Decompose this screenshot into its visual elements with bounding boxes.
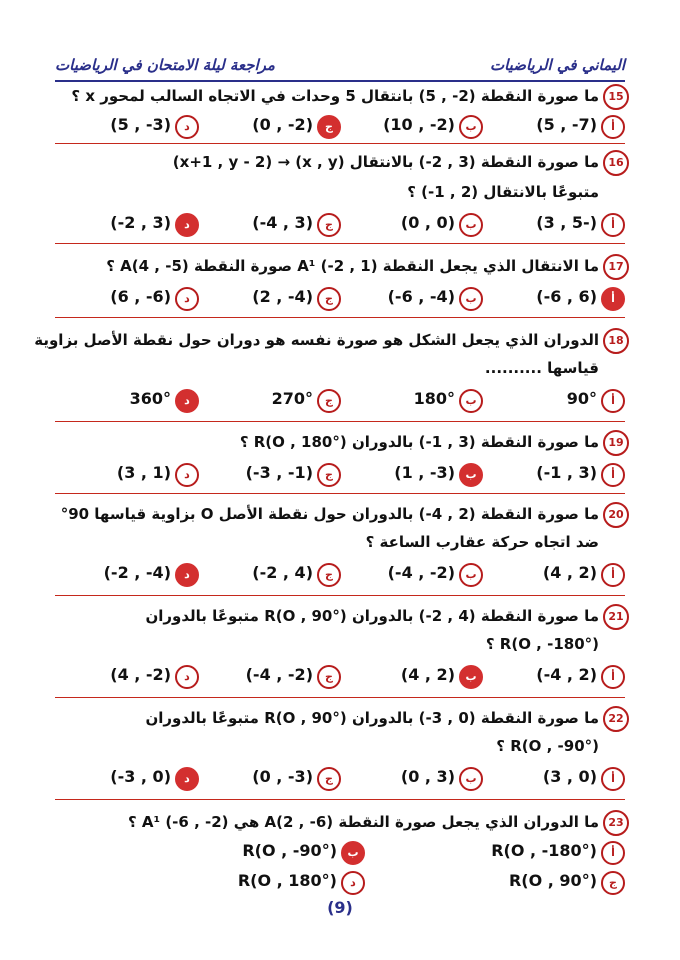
option-value: (4 , 2) [400, 665, 455, 684]
option-value: (10 , -2) [383, 115, 455, 134]
option-value: R(O , 180°) [237, 871, 337, 890]
question-divider [55, 697, 625, 698]
option-value: (3 , 1) [116, 463, 171, 482]
option-b[interactable] [343, 764, 483, 794]
question-text-line-2: متبوعًا بالانتقال (2 , 1-) ؟ [407, 183, 599, 201]
question-18 [34, 322, 625, 422]
question-21 [55, 598, 625, 698]
option-c[interactable] [201, 460, 341, 490]
option-d[interactable] [55, 210, 199, 240]
option-letter-badge: أ [601, 213, 625, 237]
option-value: 360° [129, 389, 171, 408]
option-b[interactable] [343, 560, 483, 590]
option-letter-badge: أ [601, 767, 625, 791]
option-d[interactable] [55, 560, 199, 590]
question-text: ما صورة النقطة (4 , 2-) بالدوران (R(O , 90° متبوعًا بالدوران [145, 607, 599, 625]
question-22 [55, 700, 625, 800]
option-value: (1 , -3) [394, 463, 455, 482]
question-divider [55, 493, 625, 494]
option-value: (-6 , 6) [536, 287, 597, 306]
question-17 [55, 248, 625, 318]
option-letter-badge: د [175, 287, 199, 311]
option-b[interactable] [125, 838, 365, 868]
option-letter-badge: ج [317, 213, 341, 237]
option-c[interactable] [201, 210, 341, 240]
option-letter-badge: ب [459, 287, 483, 311]
question-number: 17 [603, 254, 629, 280]
question-text: ما الانتقال الذي يجعل النقطة (1 , 2-) A¹ صورة النقطة (5- , 4)A ؟ [106, 257, 599, 275]
option-a[interactable] [485, 764, 625, 794]
option-b[interactable] [343, 112, 483, 142]
option-letter-badge: ج [601, 871, 625, 895]
question-19 [55, 424, 625, 494]
question-text: ما صورة النقطة (3 , 1-) بالدوران (R(O , 180° ؟ [239, 433, 599, 451]
question-divider [55, 421, 625, 422]
option-letter-badge: ج [317, 563, 341, 587]
option-a[interactable] [485, 460, 625, 490]
option-value: (-2 , 3) [110, 213, 171, 232]
option-value: (-2 , 4) [252, 563, 313, 582]
option-letter-badge: ب [459, 665, 483, 689]
option-letter-badge: د [175, 115, 199, 139]
option-value: R(O , -90°) [242, 841, 337, 860]
option-a[interactable] [485, 112, 625, 142]
question-text-line-2: (R(O , -90° ؟ [496, 737, 599, 755]
option-letter-badge: ب [459, 563, 483, 587]
option-c[interactable] [201, 112, 341, 142]
question-text: الدوران الذي يجعل الشكل هو صورة نفسه هو دوران حول نقطة الأصل بزاوية [34, 331, 599, 349]
question-15 [55, 82, 625, 144]
header-left-title: مراجعة ليلة الامتحان في الرياضيات [55, 56, 275, 74]
option-value: (-1 , 3) [536, 463, 597, 482]
option-letter-badge: أ [601, 841, 625, 865]
option-b[interactable] [343, 662, 483, 692]
question-text: ما صورة النقطة (0 , 3-) بالدوران (R(O , 90° متبوعًا بالدوران [145, 709, 599, 727]
page-header [55, 50, 625, 82]
option-letter-badge: د [175, 389, 199, 413]
question-text: ما صورة النقطة (3 , 2-) بالانتقال (x , y) → (x+1 , y - 2) [172, 153, 599, 171]
option-c[interactable] [201, 386, 341, 416]
option-letter-badge: د [341, 871, 365, 895]
option-value: (5 , -3) [110, 115, 171, 134]
option-letter-badge: أ [601, 287, 625, 311]
option-value: (6 , -6) [110, 287, 171, 306]
option-d[interactable] [55, 764, 199, 794]
option-a[interactable] [485, 386, 625, 416]
option-value: (5 , -7) [536, 115, 597, 134]
option-value: R(O , -180°) [491, 841, 597, 860]
option-letter-badge: أ [601, 463, 625, 487]
option-value: (-4 , 2) [536, 665, 597, 684]
question-number: 15 [603, 84, 629, 110]
option-value: (2 , -4) [252, 287, 313, 306]
question-text-line-2: قياسها .......... [484, 359, 599, 377]
option-b[interactable] [343, 284, 483, 314]
option-letter-badge: ب [459, 115, 483, 139]
question-text-line-2: (R(O , -180° ؟ [485, 635, 599, 653]
question-number: 22 [603, 706, 629, 732]
option-value: (3 , 0) [542, 767, 597, 786]
question-divider [55, 317, 625, 318]
question-number: 23 [603, 810, 629, 836]
option-letter-badge: أ [601, 665, 625, 689]
question-20 [55, 496, 625, 596]
option-value: (4 , -2) [110, 665, 171, 684]
option-value: 270° [271, 389, 313, 408]
option-letter-badge: ج [317, 389, 341, 413]
option-value: (3 , 5-) [536, 213, 597, 232]
option-letter-badge: ج [317, 463, 341, 487]
option-letter-badge: أ [601, 115, 625, 139]
option-letter-badge: د [175, 665, 199, 689]
option-a[interactable] [485, 284, 625, 314]
option-d[interactable] [55, 386, 199, 416]
option-d[interactable] [55, 460, 199, 490]
option-letter-badge: ب [459, 463, 483, 487]
question-divider [55, 595, 625, 596]
question-text: ما الدوران الذي يجعل صورة النقطة (6- , 2)A هي (2- , 6-) A¹ ؟ [127, 813, 599, 831]
option-letter-badge: ج [317, 287, 341, 311]
question-number: 18 [603, 328, 629, 354]
option-value: (-4 , 3) [252, 213, 313, 232]
option-value: (-4 , -2) [387, 563, 455, 582]
option-value: 90° [566, 389, 597, 408]
question-number: 21 [603, 604, 629, 630]
option-c[interactable] [201, 764, 341, 794]
option-c[interactable] [201, 284, 341, 314]
option-a[interactable] [485, 210, 625, 240]
option-a[interactable] [485, 662, 625, 692]
question-number: 16 [603, 150, 629, 176]
option-value: 180° [413, 389, 455, 408]
option-letter-badge: ب [459, 767, 483, 791]
option-b[interactable] [343, 386, 483, 416]
option-value: (-3 , 0) [110, 767, 171, 786]
header-right-title: اليماني في الرياضيات [489, 56, 625, 74]
option-c[interactable] [385, 868, 625, 898]
option-a[interactable] [485, 560, 625, 590]
option-value: (-6 , -4) [387, 287, 455, 306]
option-b[interactable] [343, 460, 483, 490]
option-d[interactable] [125, 868, 365, 898]
option-a[interactable] [385, 838, 625, 868]
option-letter-badge: د [175, 213, 199, 237]
option-letter-badge: ج [317, 665, 341, 689]
question-number: 20 [603, 502, 629, 528]
option-value: (-3 , -1) [245, 463, 313, 482]
question-16 [55, 146, 625, 244]
question-text-line-2: ضد اتجاه حركة عقارب الساعة ؟ [365, 533, 599, 551]
option-value: (4 , 2) [542, 563, 597, 582]
option-letter-badge: أ [601, 389, 625, 413]
option-letter-badge: د [175, 563, 199, 587]
option-letter-badge: ب [459, 213, 483, 237]
page-number: (9) [327, 898, 353, 917]
option-d[interactable] [55, 112, 199, 142]
option-d[interactable] [55, 662, 199, 692]
option-value: (-2 , -4) [103, 563, 171, 582]
option-value: (0 , -3) [252, 767, 313, 786]
option-value: (-4 , -2) [245, 665, 313, 684]
option-letter-badge: د [175, 463, 199, 487]
question-divider [55, 143, 625, 144]
question-number: 19 [603, 430, 629, 456]
option-letter-badge: ب [341, 841, 365, 865]
question-divider [55, 243, 625, 244]
option-value: (0 , -2) [252, 115, 313, 134]
option-value: (0 , 3) [400, 767, 455, 786]
option-letter-badge: د [175, 767, 199, 791]
option-letter-badge: ج [317, 767, 341, 791]
option-d[interactable] [55, 284, 199, 314]
option-c[interactable] [201, 662, 341, 692]
question-text: ما صورة النقطة (2- , 5) بانتقال 5 وحدات في الاتجاه السالب لمحور x ؟ [71, 87, 599, 105]
option-b[interactable] [343, 210, 483, 240]
option-c[interactable] [201, 560, 341, 590]
question-23 [55, 804, 625, 896]
option-letter-badge: ب [459, 389, 483, 413]
option-letter-badge: ج [317, 115, 341, 139]
question-divider [55, 799, 625, 800]
option-value: (0 , 0) [400, 213, 455, 232]
option-value: R(O , 90°) [508, 871, 597, 890]
option-letter-badge: أ [601, 563, 625, 587]
question-text: ما صورة النقطة (2 , 4-) بالدوران حول نقطة الأصل O بزاوية قياسها 90° [60, 505, 599, 523]
